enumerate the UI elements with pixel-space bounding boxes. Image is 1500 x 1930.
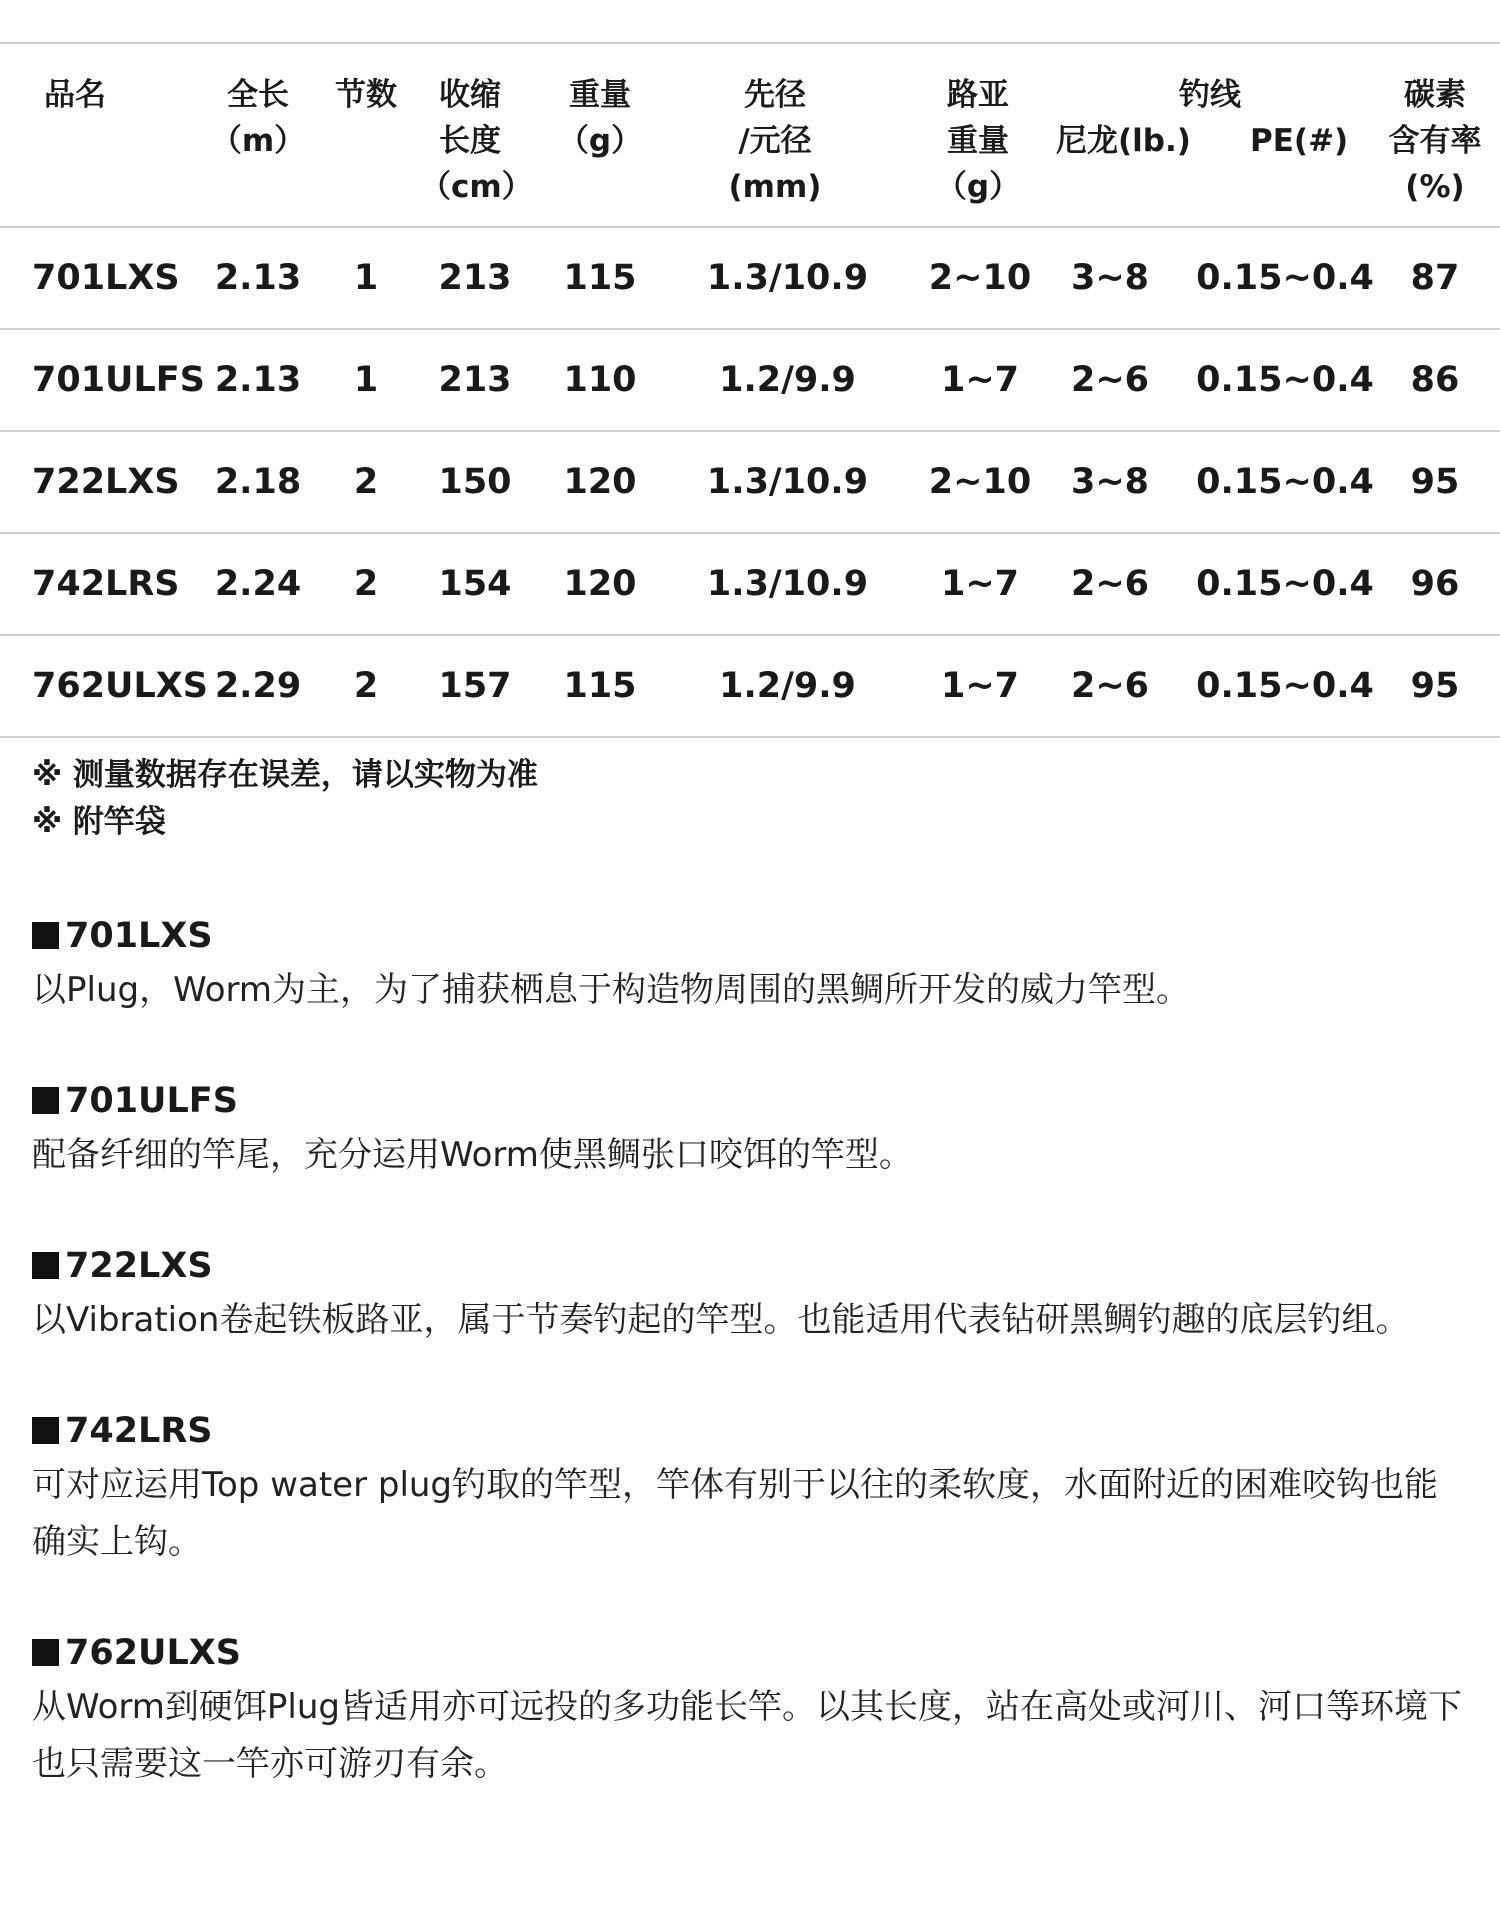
cell-lure-weight: 1~7 — [940, 666, 1020, 706]
cell-length: 2.13 — [214, 258, 302, 298]
header-pe: PE(#) — [1250, 123, 1349, 159]
table-row — [0, 330, 1500, 432]
cell-nylon: 3~8 — [1070, 462, 1150, 502]
model-section — [32, 1627, 1472, 1793]
cell-closed-length: 213 — [438, 360, 512, 400]
header-sections: 节数 — [335, 77, 397, 113]
model-title: 701LXS — [32, 910, 1472, 962]
cell-sections: 1 — [353, 360, 379, 400]
model-description: 从Worm到硬饵Plug皆适用亦可远投的多功能长竿。以其长度，站在高处或河川、河口等环境下也只需要这一竿亦可游刃有余。 — [32, 1687, 1463, 1784]
cell-closed-length: 154 — [438, 564, 512, 604]
model-section — [32, 1405, 1472, 1571]
cell-pe: 0.15~0.4 — [1196, 360, 1374, 400]
cell-length: 2.24 — [214, 564, 302, 604]
header-length: 全长 （m） — [210, 77, 306, 159]
cell-sections: 1 — [353, 258, 379, 298]
model-description: 以Plug，Worm为主，为了捕获栖息于构造物周围的黑鲷所开发的威力竿型。 — [32, 970, 1191, 1010]
cell-carbon: 96 — [1410, 564, 1460, 604]
cell-nylon: 2~6 — [1070, 360, 1150, 400]
cell-lure-weight: 2~10 — [928, 462, 1032, 502]
header-carbon: 碳素 含有率 (%) — [1388, 77, 1482, 205]
model-title: 701ULFS — [32, 1075, 1472, 1127]
cell-tip-butt: 1.3/10.9 — [706, 564, 869, 604]
table-header — [0, 44, 1500, 228]
model-title: 762ULXS — [32, 1627, 1472, 1679]
square-bullet-icon — [32, 1417, 59, 1444]
header-lure-weight: 路亚 重量 （g） — [935, 77, 1021, 205]
cell-carbon: 87 — [1410, 258, 1460, 298]
cell-name: 701LXS — [32, 258, 180, 298]
cell-nylon: 2~6 — [1070, 564, 1150, 604]
model-section — [32, 910, 1472, 1019]
cell-weight: 110 — [563, 360, 637, 400]
cell-lure-weight: 1~7 — [940, 360, 1020, 400]
cell-carbon: 95 — [1410, 462, 1460, 502]
cell-tip-butt: 1.2/9.9 — [719, 666, 856, 706]
cell-name: 762ULXS — [32, 666, 208, 706]
cell-length: 2.29 — [214, 666, 302, 706]
cell-weight: 120 — [563, 564, 637, 604]
header-tip-butt-diameter: 先径 /元径 (mm) — [728, 77, 822, 205]
cell-tip-butt: 1.2/9.9 — [719, 360, 856, 400]
table-body — [0, 228, 1500, 738]
cell-nylon: 2~6 — [1070, 666, 1150, 706]
cell-sections: 2 — [353, 564, 379, 604]
model-description: 可对应运用Top water plug钓取的竿型，竿体有别于以往的柔软度，水面附近的困难咬钩也能确实上钩。 — [32, 1465, 1439, 1562]
cell-carbon: 95 — [1410, 666, 1460, 706]
header-name: 品名 — [44, 77, 106, 113]
model-description: 配备纤细的竿尾，充分运用Worm使黑鲷张口咬饵的竿型。 — [32, 1135, 913, 1175]
cell-tip-butt: 1.3/10.9 — [706, 462, 869, 502]
cell-lure-weight: 1~7 — [940, 564, 1020, 604]
cell-carbon: 86 — [1410, 360, 1460, 400]
cell-name: 701ULFS — [32, 360, 205, 400]
cell-length: 2.18 — [214, 462, 302, 502]
cell-weight: 115 — [563, 258, 637, 298]
cell-closed-length: 213 — [438, 258, 512, 298]
model-section — [32, 1075, 1472, 1184]
cell-sections: 2 — [353, 462, 379, 502]
square-bullet-icon — [32, 1087, 59, 1114]
cell-length: 2.13 — [214, 360, 302, 400]
cell-closed-length: 157 — [438, 666, 512, 706]
spec-table — [0, 42, 1500, 738]
cell-closed-length: 150 — [438, 462, 512, 502]
cell-pe: 0.15~0.4 — [1196, 564, 1374, 604]
cell-lure-weight: 2~10 — [928, 258, 1032, 298]
note-rod-bag: ※ 附竿袋 — [32, 804, 166, 840]
notes — [32, 752, 538, 846]
cell-tip-butt: 1.3/10.9 — [706, 258, 869, 298]
model-title: 722LXS — [32, 1240, 1472, 1292]
square-bullet-icon — [32, 922, 59, 949]
note-measurement-error: ※ 测量数据存在误差，请以实物为准 — [32, 757, 538, 793]
table-row — [0, 432, 1500, 534]
model-description: 以Vibration卷起铁板路亚，属于节奏钓起的竿型。也能适用代表钻研黑鲷钓趣的底层钓组。 — [32, 1300, 1410, 1340]
model-section — [32, 1240, 1472, 1349]
square-bullet-icon — [32, 1252, 59, 1279]
cell-sections: 2 — [353, 666, 379, 706]
cell-weight: 120 — [563, 462, 637, 502]
cell-name: 742LRS — [32, 564, 180, 604]
square-bullet-icon — [32, 1639, 59, 1666]
cell-name: 722LXS — [32, 462, 180, 502]
model-descriptions — [32, 910, 1472, 1849]
table-row — [0, 636, 1500, 738]
header-nylon: 尼龙(lb.) — [1056, 123, 1191, 159]
table-row — [0, 228, 1500, 330]
cell-nylon: 3~8 — [1070, 258, 1150, 298]
header-line: 钓线 — [1179, 77, 1241, 113]
model-title: 742LRS — [32, 1405, 1472, 1457]
cell-weight: 115 — [563, 666, 637, 706]
header-closed-length: 收缩 长度 （cm） — [420, 77, 533, 205]
cell-pe: 0.15~0.4 — [1196, 258, 1374, 298]
table-row — [0, 534, 1500, 636]
header-weight: 重量 （g） — [557, 77, 643, 159]
cell-pe: 0.15~0.4 — [1196, 462, 1374, 502]
cell-pe: 0.15~0.4 — [1196, 666, 1374, 706]
